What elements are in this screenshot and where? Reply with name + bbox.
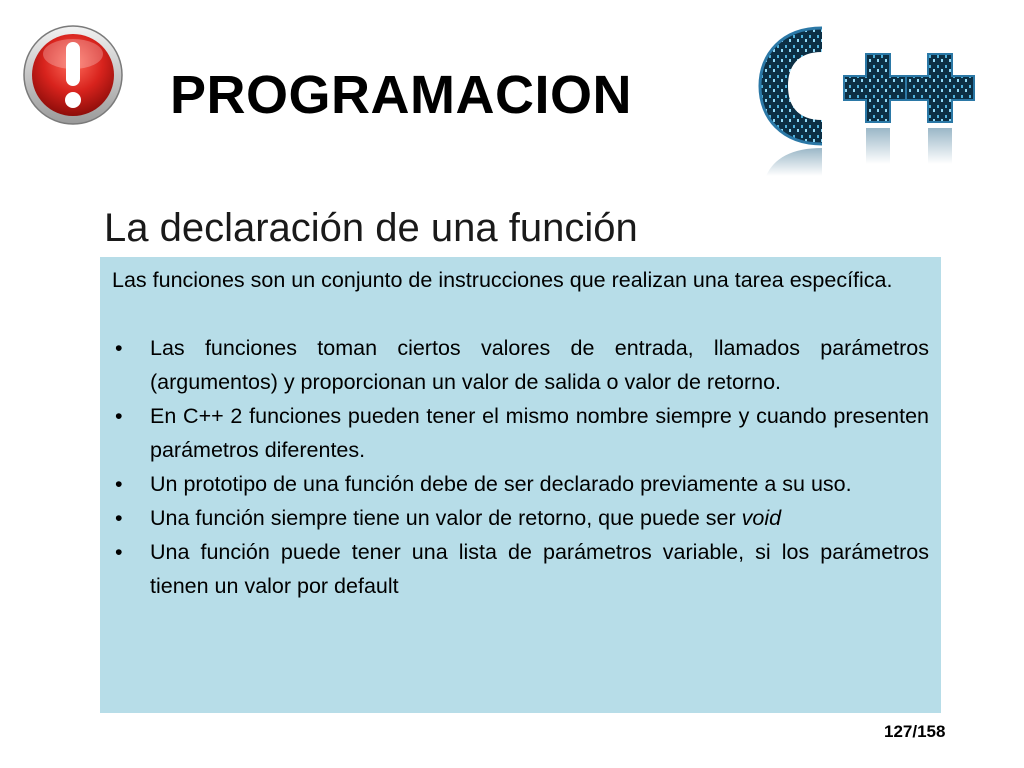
bullet-symbol: • — [115, 472, 123, 496]
bullet-text: Un prototipo de una función debe de ser declarado previamente a su uso. — [150, 472, 852, 496]
bullet-symbol: • — [115, 506, 123, 530]
bullet-item — [112, 331, 929, 399]
bullet-text: Las funciones toman ciertos valores de entrada, llamados parámetros (argumentos) y proporcionan un valor de salida o valor de retorno. — [150, 336, 929, 394]
cpp-logo — [752, 24, 992, 180]
bullet-item — [112, 535, 929, 603]
bullet-symbol: • — [115, 540, 123, 564]
intro-paragraph: Las funciones son un conjunto de instrucciones que realizan una tarea específica. — [112, 268, 893, 292]
content-box — [100, 257, 941, 713]
alert-exclamation-icon — [22, 24, 124, 126]
bullet-symbol: • — [115, 336, 123, 360]
bullet-symbol: • — [115, 404, 123, 428]
bullet-list — [112, 331, 929, 603]
page-number: 127/158 — [884, 722, 946, 741]
bullet-item — [112, 501, 929, 535]
bullet-text: Una función puede tener una lista de parámetros variable, si los parámetros tienen un valor por default — [150, 540, 929, 598]
bullet-text: Una función siempre tiene un valor de retorno, que puede ser — [150, 506, 742, 530]
slide-title: PROGRAMACION — [170, 65, 632, 125]
bullet-item — [112, 399, 929, 467]
bullet-text: En C++ 2 funciones pueden tener el mismo nombre siempre y cuando presenten parámetros diferentes. — [150, 404, 929, 462]
bullet-item — [112, 467, 929, 501]
slide-subtitle: La declaración de una función — [104, 206, 638, 250]
bullet-italic-term: void — [741, 506, 782, 530]
